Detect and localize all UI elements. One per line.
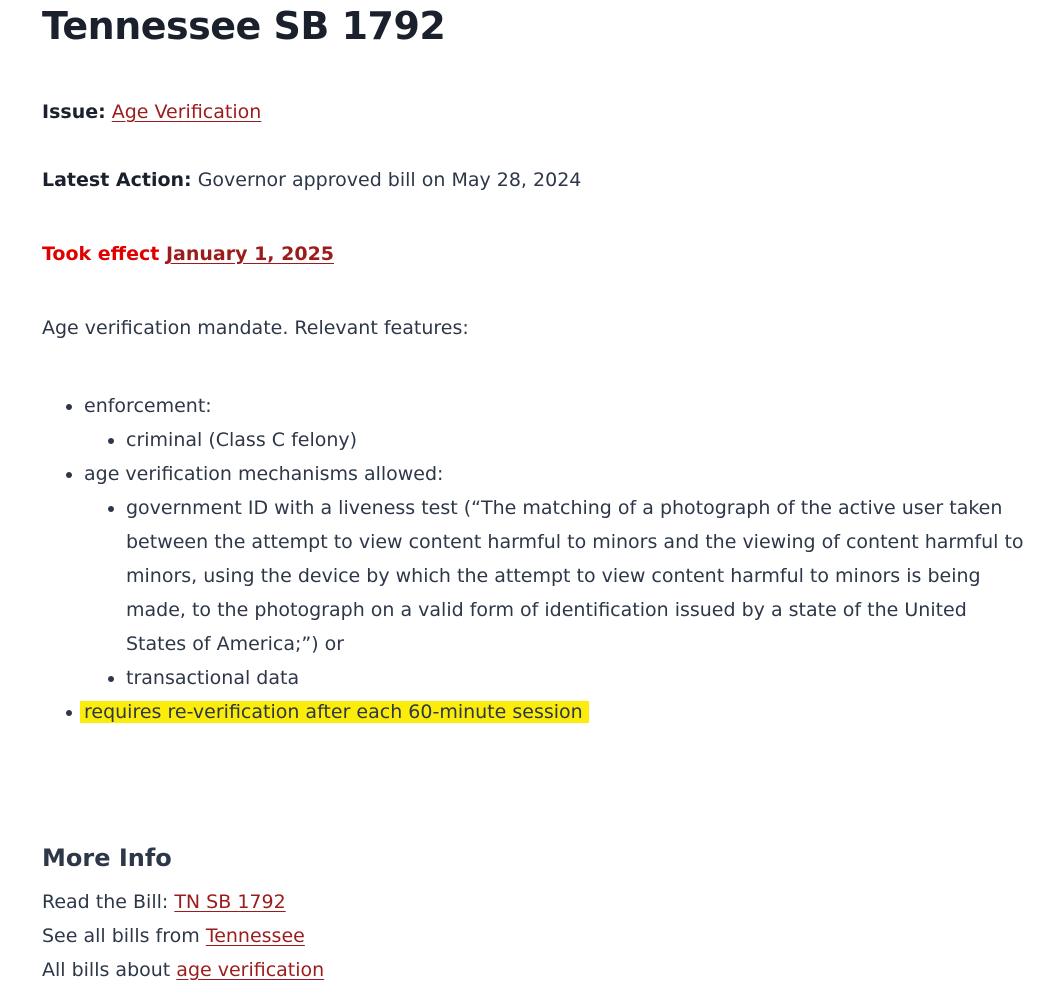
topic-bills-prefix: All bills about xyxy=(42,959,177,981)
list-item: • criminal (Class C felony) xyxy=(126,423,1025,457)
latest-action-label: Latest Action: xyxy=(42,169,192,191)
list-item xyxy=(84,389,1025,457)
topic-bills-link[interactable]: age verification xyxy=(176,959,325,981)
read-bill-line xyxy=(42,885,1025,919)
highlighted-text: requires re-verification after each 60-minute session xyxy=(80,701,589,723)
read-bill-link[interactable]: TN SB 1792 xyxy=(174,891,286,913)
more-info-links xyxy=(42,885,1025,987)
list-item xyxy=(84,457,1025,695)
effective-label: Took effect xyxy=(42,243,160,265)
read-bill-prefix: Read the Bill: xyxy=(42,891,175,913)
list-item: • government ID with a liveness test (“The matching of a photograph of the active user taken between the attempt to view content harmful to minors and the viewing of content harmful to minors, using the device by which the attempt to view content harmful to minors is being made, to the photograph on a valid form of identification issued by a state of the United States of America;”) or xyxy=(126,491,1025,661)
effective-date-line xyxy=(42,241,1025,267)
topic-bills-line xyxy=(42,953,1025,987)
latest-action-value: Governor approved bill on May 28, 2024 xyxy=(197,169,582,191)
list-item: • transactional data xyxy=(126,661,1025,695)
more-info-heading: More Info xyxy=(42,844,172,872)
issue-label: Issue: xyxy=(42,101,106,123)
page-title: Tennessee SB 1792 xyxy=(42,4,446,48)
summary-text: Age verification mandate. Relevant features: xyxy=(42,317,469,339)
features-list xyxy=(42,389,1025,729)
list-item xyxy=(84,695,1025,729)
state-bills-link[interactable]: Tennessee xyxy=(205,925,305,947)
issue-link[interactable]: Age Verification xyxy=(111,101,262,123)
issue-line xyxy=(42,99,1025,125)
state-bills-line xyxy=(42,919,1025,953)
effective-date-link[interactable]: January 1, 2025 xyxy=(165,243,335,265)
enforcement-label: enforcement: xyxy=(84,395,212,417)
latest-action-line xyxy=(42,167,1025,193)
enforcement-sublist xyxy=(84,423,1025,457)
mechanisms-label: age verification mechanisms allowed: xyxy=(84,463,444,485)
state-bills-prefix: See all bills from xyxy=(42,925,206,947)
mechanisms-sublist xyxy=(84,491,1025,695)
